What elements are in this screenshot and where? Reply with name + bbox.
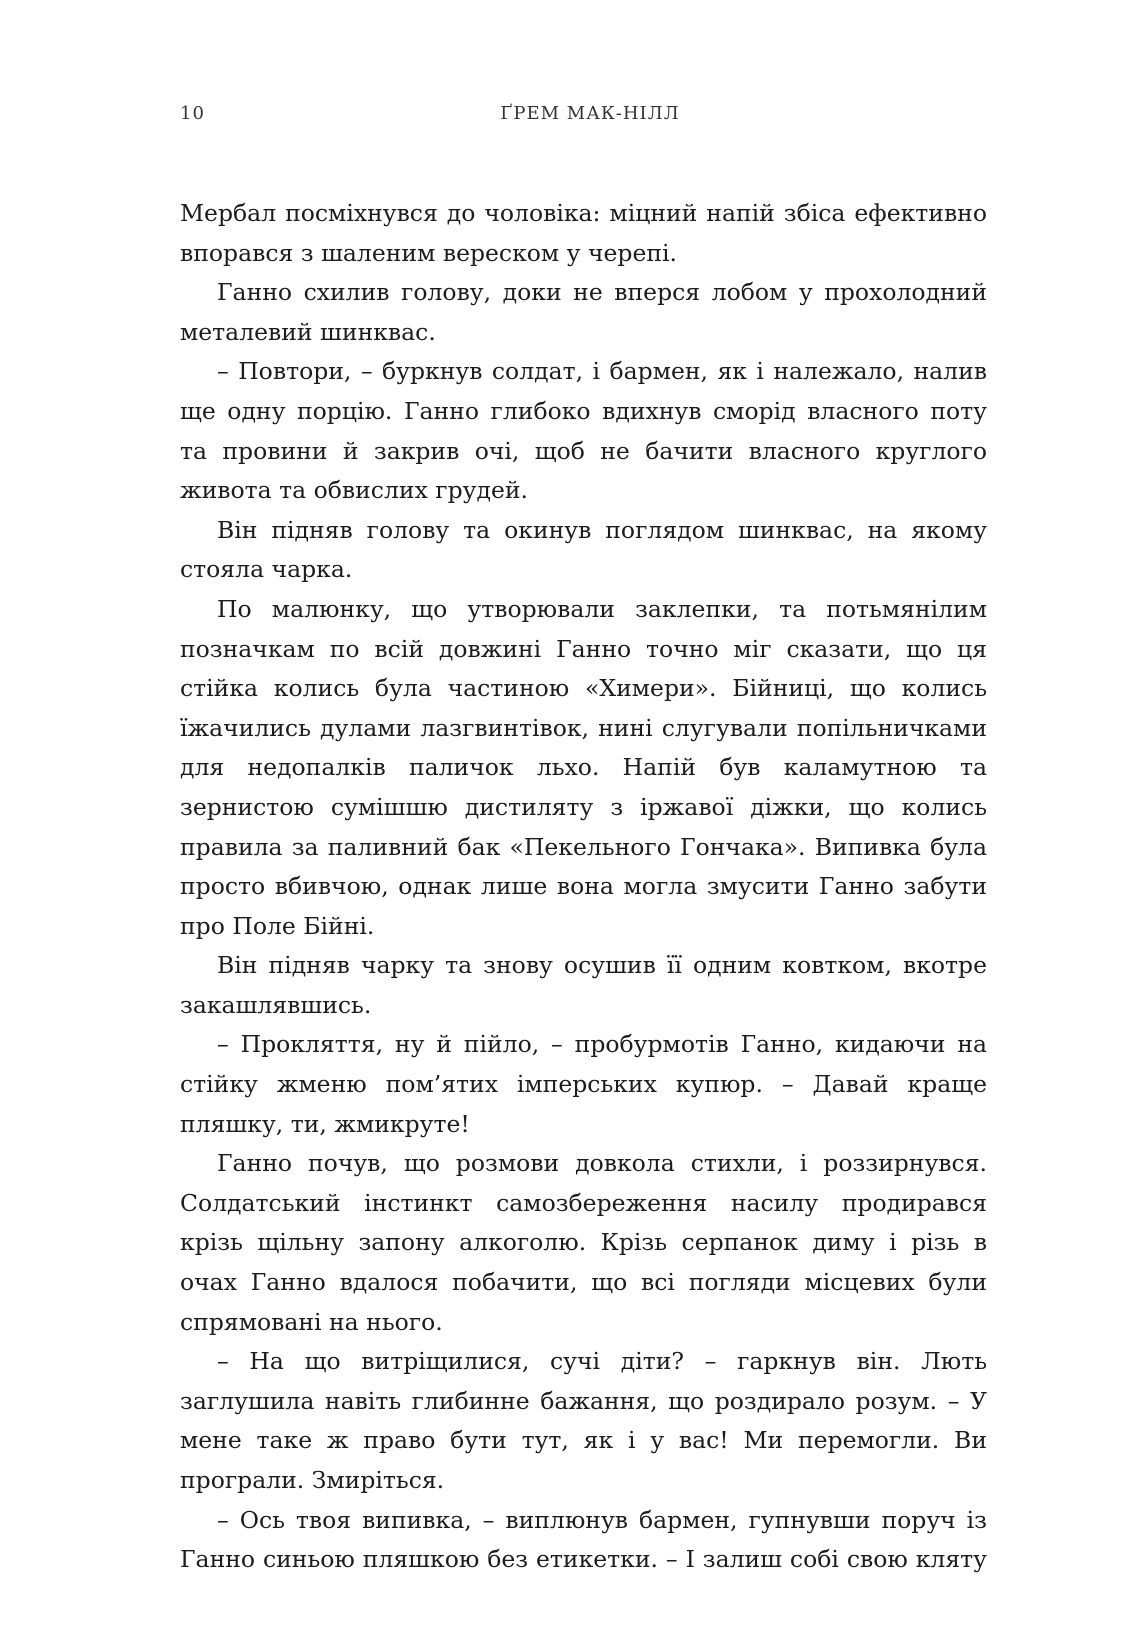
- paragraph: – На що витріщилися, сучі діти? – гаркнув він. Лють заглушила навіть глибинне бажання, що роздирало розум. – У мене таке ж право бути тут, як і у вас! Ми перемогли. Ви програли. Змиріться.: [180, 1347, 987, 1494]
- paragraph: Ганно почув, що розмови довкола стихли, і роззирнувся. Солдатський інстинкт самозбереження насилу продирався крізь щільну запону алкоголю. Крізь серпанок диму і різь в очах Ганно вдалося побачити, що всі погляди місцевих були спрямовані на нього.: [180, 1149, 987, 1336]
- paragraph: Мербал посміхнувся до чоловіка: міцний напій збіса ефективно впорався з шаленим вереском у черепі.: [180, 199, 987, 267]
- paragraph: – Ось твоя випивка, – виплюнув бармен, гупнувши поруч із Ганно синьою пляшкою без етикетки. – І залиш собі свою кляту: [180, 1505, 987, 1574]
- paragraph: – Повтори, – буркнув солдат, і бармен, як і належало, налив ще одну порцію. Ганно глибоко вдихнув сморід власного поту та провини й закрив очі, щоб не бачити власного круглого живота та обвислих грудей.: [180, 357, 987, 505]
- paragraph: Він підняв голову та окинув поглядом шинквас, на якому стояла чарка.: [180, 515, 987, 584]
- body-text: [180, 194, 987, 1580]
- running-title: ҐРЕМ МАК-НІЛЛ: [500, 103, 680, 124]
- paragraph: Він підняв чарку та знову осушив її одним ковтком, вкотре закашлявшись.: [180, 951, 987, 1019]
- paragraph: – Прокляття, ну й пійло, – пробурмотів Ганно, кидаючи на стійку жменю пом’ятих імперських купюр. – Давай краще пляшку, ти, жмикруте!: [180, 1030, 987, 1138]
- paragraph: Ганно схилив голову, доки не вперся лобом у прохолодний металевий шинквас.: [180, 278, 987, 346]
- page-number: 10: [180, 103, 205, 124]
- paragraph: По малюнку, що утворювали заклепки, та потьмянілим позначкам по всій довжині Ганно точно міг сказати, що ця стійка колись була частиною «Химери». Бійниці, що колись їжачились дулами лазгвинтівок, нині слугували попільничками для недопалків паличок льхо. Напій був каламутною та зернистою сумішшю дистиляту з іржавої діжки, що колись правила за паливний бак «Пекельного Гончака». Випивка була просто вбивчою, однак лише вона могла змусити Ганно забути про Поле Бійні.: [180, 594, 987, 940]
- page-header: [180, 103, 1000, 133]
